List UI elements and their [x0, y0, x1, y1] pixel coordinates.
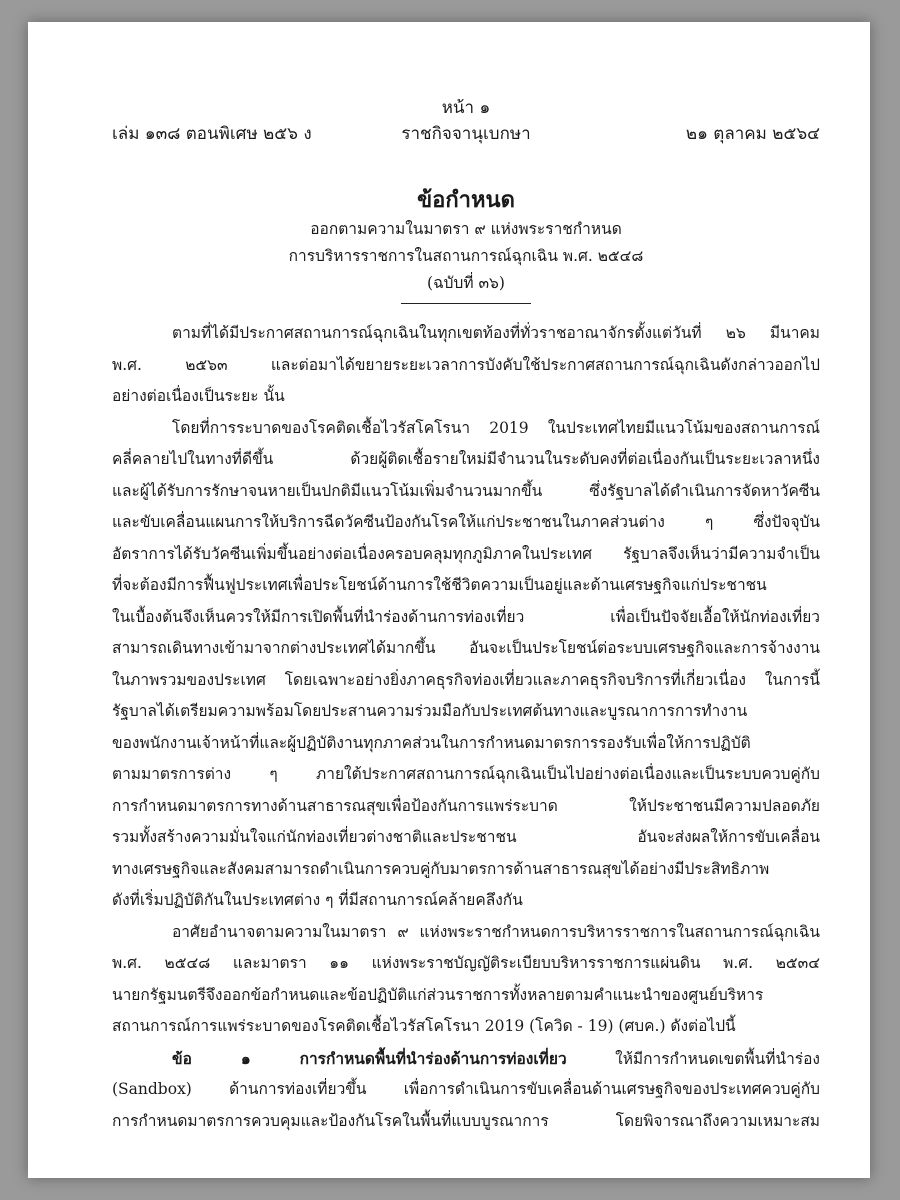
- gazette-page: [28, 22, 870, 1178]
- preamble-paragraph: [112, 318, 820, 413]
- clause-1-text: ให้มีการกำหนดเขตพื้นที่นำร่อง: [566, 1049, 820, 1068]
- text-line: พ.ศ. ๒๕๔๘ และมาตรา ๑๑ แห่งพระราชบัญญัติระเบียบบริหารราชการแผ่นดิน พ.ศ. ๒๕๓๔: [112, 954, 820, 972]
- document-subtitle-1: ออกตามความในมาตรา ๙ แห่งพระราชกำหนด: [310, 220, 622, 238]
- document-issue-number: (ฉบับที่ ๓๖): [427, 274, 505, 292]
- text-line: ตามที่ได้มีประกาศสถานการณ์ฉุกเฉินในทุกเขตท้องที่ทั่วราชอาณาจักรตั้งแต่วันที่ ๒๖ มีนาคม: [172, 324, 820, 342]
- text-line: [112, 1043, 820, 1075]
- authority-paragraph: [112, 917, 820, 1043]
- text-line: การกำหนดมาตรการทางด้านสาธารณสุขเพื่อป้องกันการแพร่ระบาด ให้ประชาชนมีความปลอดภัย: [112, 796, 820, 815]
- gazette-header: [112, 120, 820, 148]
- text-line: ตามมาตรการต่าง ๆ ภายใต้ประกาศสถานการณ์ฉุกเฉินเป็นไปอย่างต่อเนื่องและเป็นระบบควบคู่กับ: [112, 765, 820, 783]
- text-line: นายกรัฐมนตรีจึงออกข้อกำหนดและข้อปฏิบัติแก่ส่วนราชการทั้งหลายตามคำแนะนำของศูนย์บริหาร: [112, 985, 764, 1004]
- gazette-name: ราชกิจจานุเบกษา: [401, 124, 531, 144]
- text-line: ในภาพรวมของประเทศ โดยเฉพาะอย่างยิ่งภาคธุรกิจท่องเที่ยวและภาคธุรกิจบริการที่เกี่ยวเนื่อง ในการนี้: [112, 670, 820, 689]
- text-line: และขับเคลื่อนแผนการให้บริการฉีดวัคซีนป้องกันโรคให้แก่ประชาชนในภาคส่วนต่าง ๆ ซึ่งปัจจุบัน: [112, 513, 820, 531]
- title-divider: [401, 303, 531, 304]
- rationale-paragraph: [112, 413, 820, 917]
- text-line: การกำหนดมาตรการควบคุมและป้องกันโรคในพื้นที่แบบบูรณาการ โดยพิจารณาถึงความเหมาะสม: [112, 1111, 820, 1130]
- clause-1: [112, 1043, 820, 1138]
- text-line: อาศัยอำนาจตามความในมาตรา ๙ แห่งพระราชกำหนดการบริหารราชการในสถานการณ์ฉุกเฉิน: [172, 922, 820, 941]
- text-line: ของพนักงานเจ้าหน้าที่และผู้ปฏิบัติงานทุกภาคส่วนในการกำหนดมาตรการรองรับเพื่อให้การปฏิบัติ: [112, 733, 751, 752]
- page-number: หน้า ๑: [441, 98, 491, 118]
- text-line: และผู้ได้รับการรักษาจนหายเป็นปกติมีแนวโน้มเพิ่มจำนวนมากขึ้น ซึ่งรัฐบาลได้ดำเนินการจัดหาวัคซีน: [112, 481, 820, 500]
- text-line: ดังที่เริ่มปฏิบัติกันในประเทศต่าง ๆ ที่มีสถานการณ์คล้ายคลึงกัน: [112, 891, 523, 909]
- gazette-volume: เล่ม ๑๓๘ ตอนพิเศษ ๒๕๖ ง: [112, 124, 312, 144]
- text-line: (Sandbox) ด้านการท่องเที่ยวขึ้น เพื่อการดำเนินการขับเคลื่อนด้านเศรษฐกิจของประเทศควบคู่กับ: [112, 1080, 820, 1098]
- gazette-date: ๒๑ ตุลาคม ๒๕๖๔: [685, 124, 820, 144]
- text-line: โดยที่การระบาดของโรคติดเชื้อไวรัสโคโรนา 2019 ในประเทศไทยมีแนวโน้มของสถานการณ์: [172, 418, 820, 437]
- document-subtitle-2: การบริหารราชการในสถานการณ์ฉุกเฉิน พ.ศ. ๒๕๔๘: [288, 247, 644, 265]
- text-line: อย่างต่อเนื่องเป็นระยะ นั้น: [112, 387, 285, 405]
- text-line: คลี่คลายไปในทางที่ดีขึ้น ด้วยผู้ติดเชื้อรายใหม่มีจำนวนในระดับคงที่ต่อเนื่องกันเป็นระยะเวลาหนึ่ง: [112, 450, 820, 468]
- text-line: ในเบื้องต้นจึงเห็นควรให้มีการเปิดพื้นที่นำร่องด้านการท่องเที่ยว เพื่อเป็นปัจจัยเอื้อให้นักท่องเที่ยว: [112, 607, 820, 626]
- text-line: สถานการณ์การแพร่ระบาดของโรคติดเชื้อไวรัสโคโรนา 2019 (โควิด - 19) (ศบค.) ดังต่อไปนี้: [112, 1017, 736, 1035]
- text-line: รัฐบาลได้เตรียมความพร้อมโดยประสานความร่วมมือกับประเทศต้นทางและบูรณาการการทำงาน: [112, 702, 748, 720]
- text-line: อัตราการได้รับวัคซีนเพิ่มขึ้นอย่างต่อเนื่องครอบคลุมทุกภูมิภาคในประเทศ รัฐบาลจึงเห็นว่ามีความจำเป็น: [112, 544, 820, 563]
- text-line: ทางเศรษฐกิจและสังคมสามารถดำเนินการควบคู่กับมาตรการด้านสาธารณสุขได้อย่างมีประสิทธิภาพ: [112, 859, 770, 878]
- text-line: สามารถเดินทางเข้ามาจากต่างประเทศได้มากขึ้น อันจะเป็นประโยชน์ต่อระบบเศรษฐกิจและการจ้างงาน: [112, 639, 820, 657]
- text-line: พ.ศ. ๒๕๖๓ และต่อมาได้ขยายระยะเวลาการบังคับใช้ประกาศสถานการณ์ฉุกเฉินดังกล่าวออกไป: [112, 355, 820, 374]
- text-line: รวมทั้งสร้างความมั่นใจแก่นักท่องเที่ยวต่างชาติและประชาชน อันจะส่งผลให้การขับเคลื่อน: [112, 828, 820, 846]
- page-content: [112, 96, 820, 1137]
- document-title: ข้อกำหนด: [417, 187, 515, 213]
- text-line: ที่จะต้องมีการฟื้นฟูประเทศเพื่อประโยชน์ด้านการใช้ชีวิตความเป็นอยู่และด้านเศรษฐกิจแก่ประชาชน: [112, 576, 767, 594]
- clause-1-heading: ข้อ ๑ การกำหนดพื้นที่นำร่องด้านการท่องเที่ยว: [172, 1048, 567, 1068]
